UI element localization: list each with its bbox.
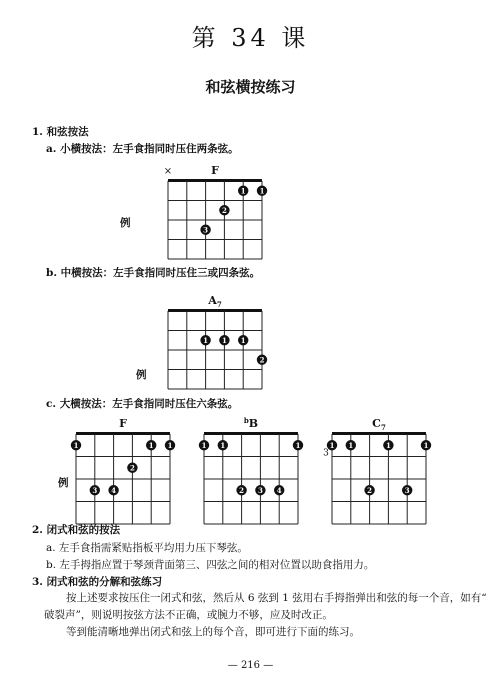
example-label-3: 例 (58, 477, 69, 489)
section3-paragraph-line1: 按上述要求按压住一闭式和弦，然后从 6 弦到 1 弦用右手拇指弹出和弦的每一个音，如有“ (66, 592, 487, 604)
finger-number: 1 (240, 186, 246, 196)
section1-item-c: c. 大横按法：左手食指同时压住六条弦。 (46, 398, 239, 410)
finger-number: 2 (367, 485, 373, 495)
chord-name (372, 417, 386, 432)
muted-string-marker: × (163, 166, 173, 177)
lesson-title: 第 34 课 (191, 24, 310, 52)
nut-bar (168, 309, 262, 312)
page-number: — 216 — (227, 660, 274, 671)
chord-name-root: B (248, 417, 259, 430)
section1-item-b: b. 中横按法：左手食指同时压住三或四条弦。 (46, 267, 261, 279)
finger-number: 1 (221, 335, 227, 345)
finger-number: 4 (276, 485, 282, 495)
nut-bar (168, 179, 262, 182)
finger-number: 1 (423, 440, 429, 450)
section2-item-b: b. 左手拇指应置于琴颈背面第三、四弦之间的相对位置以助食指用力。 (46, 559, 375, 571)
chord-name (244, 416, 258, 430)
section2-item-a: a. 左手食指需紧贴指板平均用力压下琴弦。 (46, 542, 248, 554)
chord-diagram-c7 (323, 417, 431, 524)
chord-diagram-big-f (71, 417, 175, 524)
finger-number: 2 (129, 463, 135, 473)
chord-name (207, 294, 222, 309)
example-label-2: 例 (136, 369, 147, 381)
page-subtitle: 和弦横按练习 (205, 78, 296, 96)
finger-number: 3 (203, 225, 209, 235)
finger-number: 3 (92, 485, 98, 495)
section3-paragraph-line2: 破裂声”，则说明按弦方法不正确，或腕力不够，应及时改正。 (44, 609, 333, 621)
finger-number: 4 (111, 485, 117, 495)
finger-number: 1 (73, 440, 79, 450)
finger-number: 1 (148, 440, 154, 450)
finger-number: 1 (203, 335, 209, 345)
chord-name-root: A (208, 294, 217, 307)
chord-name-root: F (211, 164, 219, 177)
chord-name-subscript: 7 (216, 300, 222, 309)
nut-bar (332, 432, 426, 435)
chord-name-subscript: 7 (380, 423, 386, 432)
section2-heading: 2. 闭式和弦的按法 (32, 524, 121, 536)
finger-number: 2 (221, 205, 227, 215)
chord-name-root: C (372, 417, 381, 430)
finger-number: 1 (385, 440, 391, 450)
section3-paragraph-line3: 等到能清晰地弹出闭式和弦上的每个音，即可进行下面的练习。 (66, 626, 360, 638)
finger-number: 1 (295, 440, 301, 450)
chord-diagram-a7 (168, 294, 267, 389)
finger-number: 1 (220, 440, 226, 450)
section1-item-a: a. 小横按法：左手食指同时压住两条弦。 (46, 143, 239, 155)
chord-diagram-small-f (164, 164, 267, 259)
section3-heading: 3. 闭式和弦的分解和弦练习 (32, 576, 163, 588)
nut-bar (204, 432, 298, 435)
fret-number: 3 (323, 448, 329, 459)
finger-number: 1 (329, 440, 335, 450)
finger-number: 1 (201, 440, 207, 450)
finger-number: 3 (404, 485, 410, 495)
chord-name-flat: b (243, 416, 249, 425)
finger-number: 2 (259, 355, 265, 365)
finger-number: 3 (257, 485, 263, 495)
finger-number: 1 (259, 186, 265, 196)
chord-name-root: F (119, 417, 127, 430)
finger-number: 2 (239, 485, 245, 495)
finger-number: 1 (167, 440, 173, 450)
finger-number: 1 (240, 335, 246, 345)
chord-diagram-b-flat (199, 416, 303, 524)
nut-bar (76, 432, 170, 435)
section1-heading: 1. 和弦按法 (32, 126, 89, 138)
chord-name (211, 164, 219, 177)
chord-name (119, 417, 127, 430)
example-label-1: 例 (120, 217, 131, 229)
finger-number: 1 (348, 440, 354, 450)
